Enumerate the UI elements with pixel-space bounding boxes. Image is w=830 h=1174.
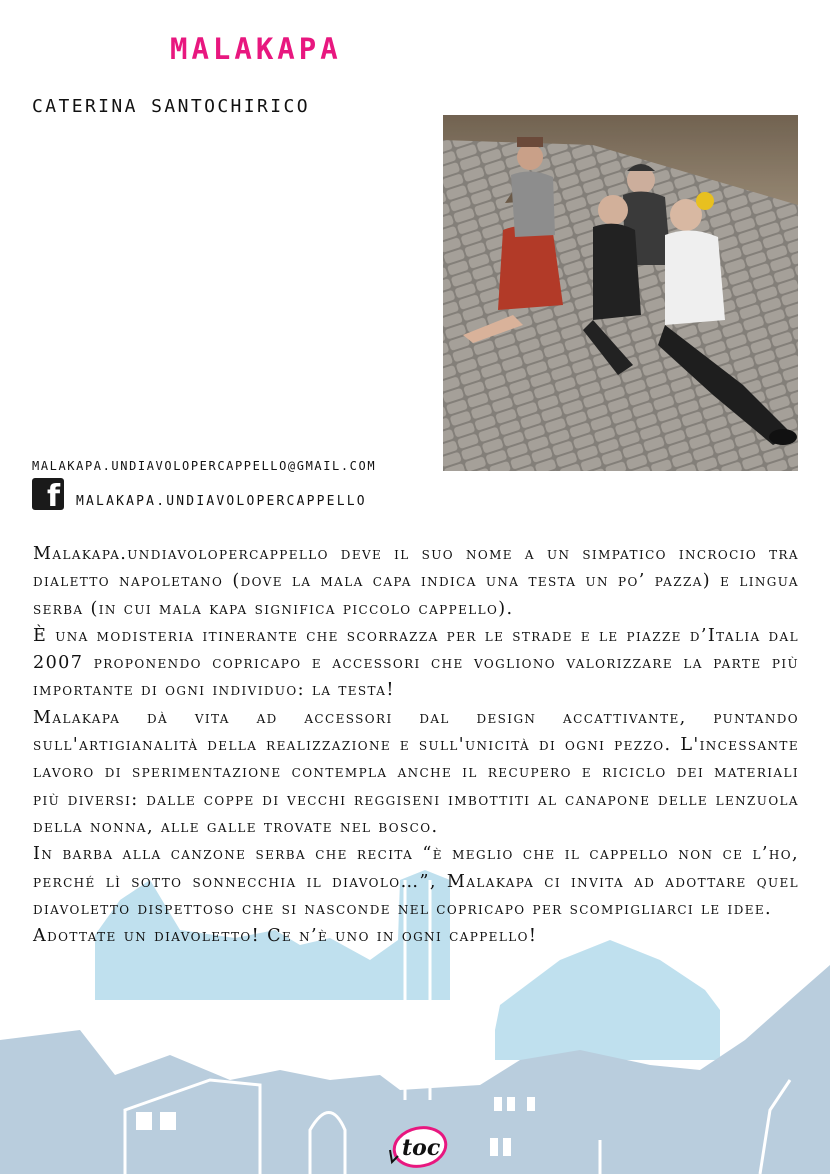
facebook-glyph: f xyxy=(46,479,60,514)
paragraph-name-origin: Malakapa.undiavolopercappello deve il suo nome a un simpatico incrocio tra dialetto napoletano (dove la mala capa indica una testa un po’ pazza) e lingua serba (in cui mala kapa significa piccolo cappello). xyxy=(33,544,799,619)
paragraph-serbian-song: In barba alla canzone serba che recita “è meglio che il cappello non ce l’ho, perché lì sotto sonnecchia il diavolo…”, Malakapa ci invita ad adottare quel diavoletto dispettoso che si nasconde nel copricapo per scompigliarci le idee. xyxy=(33,844,799,919)
paragraph-call-to-action: Adottate un diavoletto! Ce n’è uno in ogni cappello! xyxy=(33,926,538,947)
paragraph-design: Malakapa dà vita ad accessori dal design accattivante, puntando sull'artigianalità della realizzazione e sull'unicità di ogni pezzo. L'incessante lavoro di sperimentazione contempla anche il recupero e riciclo dei materiali più diversi: dalle coppe di vecchi reggiseni imbottiti al canapone delle lenzuola della nonna, alle galle trovate nel bosco. xyxy=(33,707,799,837)
page-title: MALAKAPA xyxy=(170,32,342,66)
author-name: CATERINA SANTOCHIRICO xyxy=(32,96,310,117)
toc-logo xyxy=(386,1120,452,1170)
facebook-icon[interactable] xyxy=(32,478,64,514)
paragraph-itinerant: È una modisteria itinerante che scorrazza per le strade e le piazze d’Italia dal 2007 proponendo copricapo e accessori che vogliono valorizzare la parte più importante di ogni individuo: la testa! xyxy=(33,625,799,701)
group-photo xyxy=(443,115,798,471)
body-text xyxy=(33,541,799,950)
facebook-handle[interactable]: MALAKAPA.UNDIAVOLOPERCAPPELLO xyxy=(76,494,367,509)
logo-text: toc xyxy=(402,1135,441,1161)
contact-email[interactable]: MALAKAPA.UNDIAVOLOPERCAPPELLO@GMAIL.COM xyxy=(32,459,377,473)
